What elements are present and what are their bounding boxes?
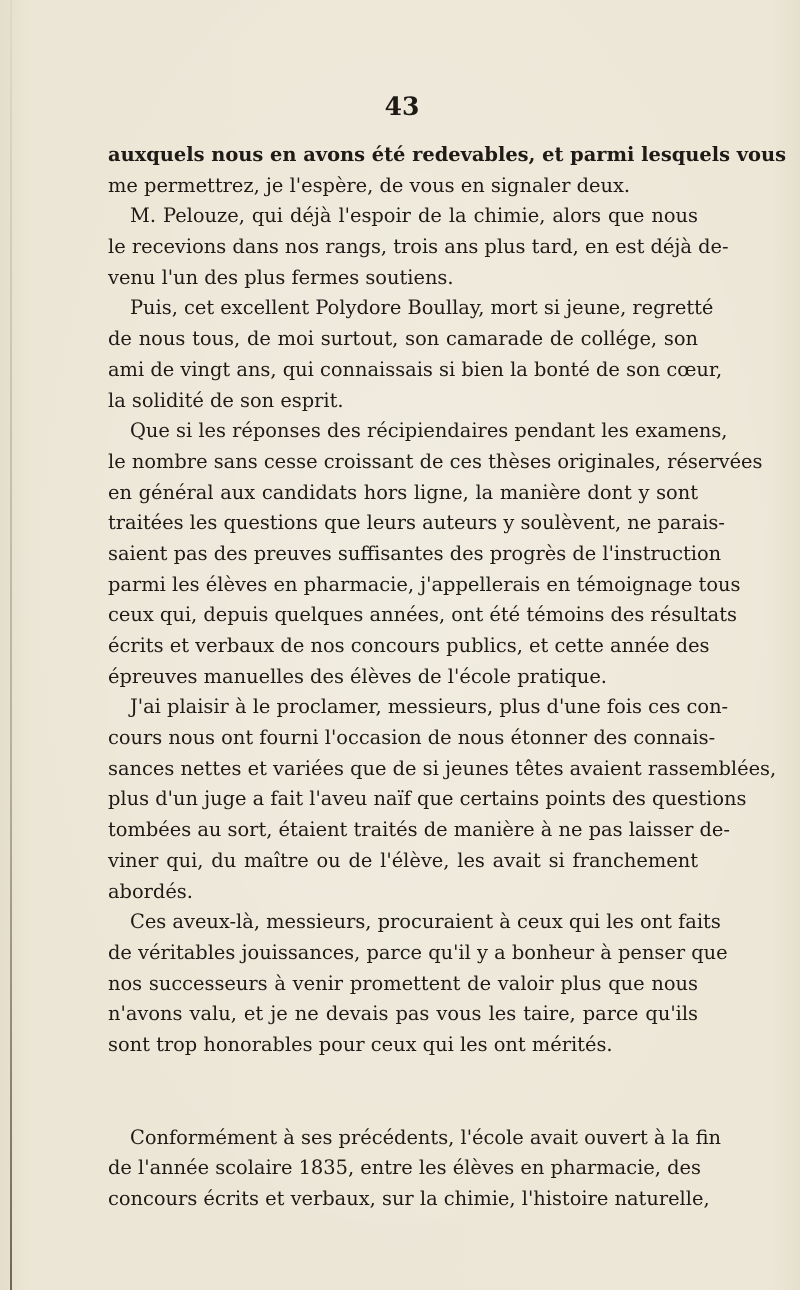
- text-line: Ces aveux-là, messieurs, procuraient à ceux qui les ont faits: [130, 910, 721, 934]
- text-line: viner qui, du maître ou de l'élève, les avait si franchement: [108, 848, 698, 872]
- text-line: en général aux candidats hors ligne, la manière dont y sont: [108, 480, 698, 504]
- text-line: M. Pelouze, qui déjà l'espoir de la chimie, alors que nous: [130, 204, 698, 228]
- text-line: sances nettes et variées que de si jeunes têtes avaient rassemblées,: [108, 756, 777, 780]
- page-number: 43: [384, 92, 420, 121]
- text-line: ceux qui, depuis quelques années, ont été témoins des résultats: [108, 603, 737, 627]
- text-line: tombées au sort, étaient traités de manière à ne pas laisser de-: [108, 818, 730, 842]
- body-text: [108, 140, 786, 1215]
- text-line: J'ai plaisir à le proclamer, messieurs, plus d'une fois ces con-: [130, 695, 729, 719]
- text-line: de nous tous, de moi surtout, son camarade de collége, son: [108, 327, 698, 351]
- text-line: venu l'un des plus fermes soutiens.: [108, 265, 454, 289]
- text-line: le nombre sans cesse croissant de ces thèses originales, réservées: [108, 449, 763, 473]
- text-line: cours nous ont fourni l'occasion de nous étonner des connais-: [108, 726, 716, 750]
- text-line: saient pas des preuves suffisantes des progrès de l'instruction: [108, 541, 722, 565]
- text-line: n'avons valu, et je ne devais pas vous les taire, parce qu'ils: [108, 1002, 698, 1026]
- text-line: épreuves manuelles des élèves de l'école pratique.: [108, 664, 607, 688]
- text-line: de véritables jouissances, parce qu'il y a bonheur à penser que: [108, 940, 728, 964]
- text-line: sont trop honorables pour ceux qui les ont mérités.: [108, 1032, 613, 1056]
- section-gap: [108, 1061, 698, 1123]
- text-line: parmi les élèves en pharmacie, j'appellerais en témoignage tous: [108, 572, 741, 596]
- text-line: concours écrits et verbaux, sur la chimie, l'histoire naturelle,: [108, 1187, 710, 1210]
- text-line: écrits et verbaux de nos concours publics, et cette année des: [108, 634, 710, 657]
- text-line: Puis, cet excellent Polydore Boullay, mort si jeune, regretté: [130, 296, 714, 320]
- text-line: Conformément à ses précédents, l'école avait ouvert à la fin: [130, 1125, 721, 1149]
- text-line: Que si les réponses des récipiendaires pendant les examens,: [130, 419, 728, 443]
- text-line: la solidité de son esprit.: [108, 388, 344, 412]
- text-line: traitées les questions que leurs auteurs y soulèvent, ne parais-: [108, 511, 725, 535]
- text-line: nos successeurs à venir promettent de valoir plus que nous: [108, 971, 698, 995]
- text-line: abordés.: [108, 879, 193, 903]
- text-line: plus d'un juge a fait l'aveu naïf que certains points des questions: [108, 787, 747, 811]
- text-line: ami de vingt ans, qui connaissais si bien la bonté de son cœur,: [108, 357, 723, 381]
- binding-edge: [10, 0, 12, 1290]
- text-line: le recevions dans nos rangs, trois ans plus tard, en est déjà de-: [108, 235, 729, 259]
- text-line: de l'année scolaire 1835, entre les élèves en pharmacie, des: [108, 1156, 701, 1180]
- text-line: auxquels nous en avons été redevables, et parmi lesquels vous: [108, 143, 786, 166]
- text-line: me permettrez, je l'espère, de vous en signaler deux.: [108, 173, 631, 197]
